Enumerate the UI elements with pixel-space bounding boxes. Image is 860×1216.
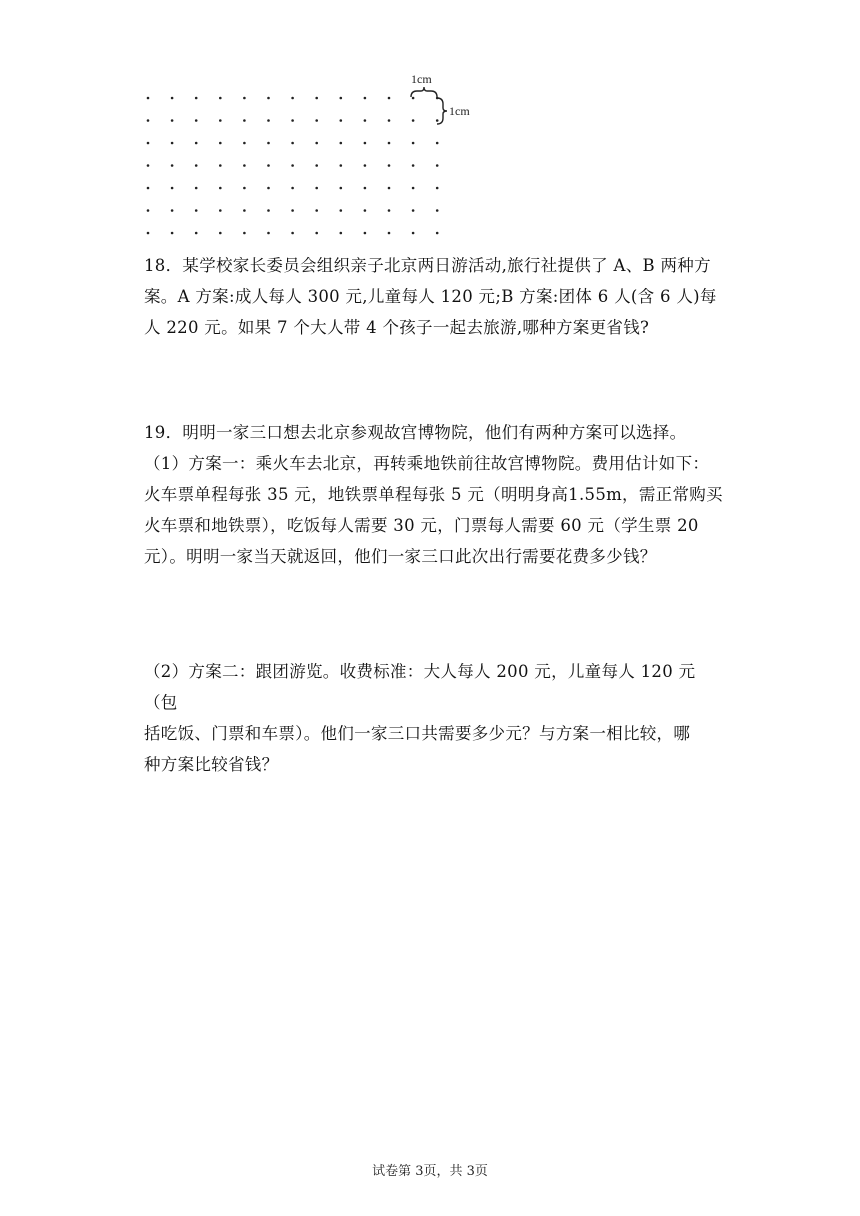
- grid-dot: [364, 209, 367, 212]
- grid-dot: [171, 187, 174, 190]
- grid-dot: [267, 119, 270, 122]
- grid-dot: [147, 97, 150, 100]
- grid-dot: [340, 209, 343, 212]
- grid-dot: [147, 232, 150, 235]
- grid-dot: [412, 209, 415, 212]
- grid-dot: [171, 209, 174, 212]
- dot-grid-figure: [0, 0, 860, 250]
- grid-dot: [219, 97, 222, 100]
- unit-height-bracket: [437, 98, 470, 124]
- grid-dot: [340, 97, 343, 100]
- question-19-part-2-line: （2）方案二：跟团游览。收费标准：大人每人 200 元，儿童每人 120 元（包: [144, 662, 696, 712]
- grid-dot: [171, 119, 174, 122]
- question-19-line: 元）。明明一家当天就返回，他们一家三口此次出行需要花费多少钱？: [144, 547, 657, 566]
- grid-dot: [291, 209, 294, 212]
- grid-dot: [267, 187, 270, 190]
- unit-height-label: 1cm: [449, 104, 470, 118]
- question-19-part-2-line: 种方案比较省钱？: [144, 755, 279, 774]
- grid-dot: [243, 97, 246, 100]
- grid-dot: [412, 187, 415, 190]
- grid-dot: [364, 164, 367, 167]
- grid-dot: [315, 232, 318, 235]
- grid-dot: [195, 119, 198, 122]
- grid-dot: [219, 209, 222, 212]
- question-19-line: 火车票单程每张 35 元，地铁票单程每张 5 元（明明身高1.55m，需正常购买: [144, 485, 723, 504]
- grid-dot: [436, 187, 439, 190]
- grid-dot: [388, 142, 391, 145]
- grid-dot: [243, 119, 246, 122]
- grid-dot: [147, 187, 150, 190]
- grid-dot: [388, 164, 391, 167]
- grid-dot: [364, 232, 367, 235]
- grid-dot: [364, 187, 367, 190]
- grid-dot: [291, 232, 294, 235]
- grid-dot: [171, 97, 174, 100]
- grid-dot: [436, 164, 439, 167]
- grid-dot: [147, 209, 150, 212]
- grid-dot: [388, 232, 391, 235]
- grid-dot: [291, 119, 294, 122]
- grid-dot: [436, 142, 439, 145]
- grid-dot: [412, 164, 415, 167]
- grid-dot: [243, 232, 246, 235]
- grid-dot: [340, 187, 343, 190]
- grid-dot: [412, 119, 415, 122]
- grid-dot: [291, 97, 294, 100]
- grid-dot: [388, 97, 391, 100]
- grid-dot: [436, 232, 439, 235]
- grid-dot: [291, 187, 294, 190]
- question-19-line: 19．明明一家三口想去北京参观故宫博物院，他们有两种方案可以选择。: [144, 423, 687, 442]
- page-footer: 试卷第 3页，共 3页: [372, 1164, 488, 1179]
- grid-dot: [267, 97, 270, 100]
- grid-dot: [195, 187, 198, 190]
- grid-dot: [219, 164, 222, 167]
- grid-dot: [195, 164, 198, 167]
- grid-dot: [388, 119, 391, 122]
- grid-dot: [412, 97, 415, 100]
- grid-dot: [219, 187, 222, 190]
- grid-dot: [147, 164, 150, 167]
- grid-dot: [195, 97, 198, 100]
- unit-width-label: 1cm: [411, 72, 432, 86]
- grid-dot: [243, 209, 246, 212]
- question-18-line: 人 220 元。如果 7 个大人带 4 个孩子一起去旅游,哪种方案更省钱?: [144, 318, 650, 337]
- grid-dot: [243, 164, 246, 167]
- question-19: [144, 417, 724, 572]
- grid-dot: [412, 142, 415, 145]
- question-19-part-2-line: 括吃饭、门票和车票）。他们一家三口共需要多少元？与方案一相比较，哪: [144, 724, 691, 743]
- grid-dot: [315, 187, 318, 190]
- question-18: [144, 250, 724, 343]
- grid-dot: [195, 209, 198, 212]
- grid-dot: [315, 209, 318, 212]
- grid-dot: [315, 142, 318, 145]
- grid-dot: [340, 232, 343, 235]
- grid-dot: [267, 232, 270, 235]
- grid-dot: [267, 164, 270, 167]
- grid-dot: [364, 97, 367, 100]
- grid-dot: [147, 142, 150, 145]
- grid-dot: [340, 119, 343, 122]
- grid-dot: [388, 209, 391, 212]
- grid-dot: [219, 119, 222, 122]
- grid-dot: [219, 232, 222, 235]
- grid-dot: [364, 119, 367, 122]
- grid-dot: [243, 187, 246, 190]
- grid-dot: [147, 119, 150, 122]
- grid-dot: [219, 142, 222, 145]
- dot-grid-dots: [147, 97, 439, 235]
- grid-dot: [388, 187, 391, 190]
- grid-dot: [171, 142, 174, 145]
- unit-width-bracket: [411, 72, 437, 97]
- grid-dot: [195, 142, 198, 145]
- question-19-part-2: [144, 656, 724, 780]
- grid-dot: [171, 232, 174, 235]
- grid-dot: [171, 164, 174, 167]
- grid-dot: [436, 119, 439, 122]
- grid-dot: [267, 142, 270, 145]
- grid-dot: [315, 164, 318, 167]
- question-19-line: （1）方案一：乘火车去北京，再转乘地铁前往故宫博物院。费用估计如下：: [144, 454, 710, 473]
- grid-dot: [243, 142, 246, 145]
- grid-dot: [195, 232, 198, 235]
- question-19-line: 火车票和地铁票），吃饭每人需要 30 元，门票每人需要 60 元（学生票 20: [144, 516, 699, 535]
- grid-dot: [267, 209, 270, 212]
- grid-dot: [412, 232, 415, 235]
- grid-dot: [340, 142, 343, 145]
- question-18-line: 案。A 方案:成人每人 300 元,儿童每人 120 元;B 方案:团体 6 人(含 6 人)每: [144, 287, 717, 306]
- grid-dot: [291, 142, 294, 145]
- question-18-line: 18．某学校家长委员会组织亲子北京两日游活动,旅行社提供了 A、B 两种方: [144, 256, 711, 275]
- grid-dot: [340, 164, 343, 167]
- grid-dot: [291, 164, 294, 167]
- grid-dot: [436, 209, 439, 212]
- grid-dot: [364, 142, 367, 145]
- grid-dot: [315, 119, 318, 122]
- grid-dot: [315, 97, 318, 100]
